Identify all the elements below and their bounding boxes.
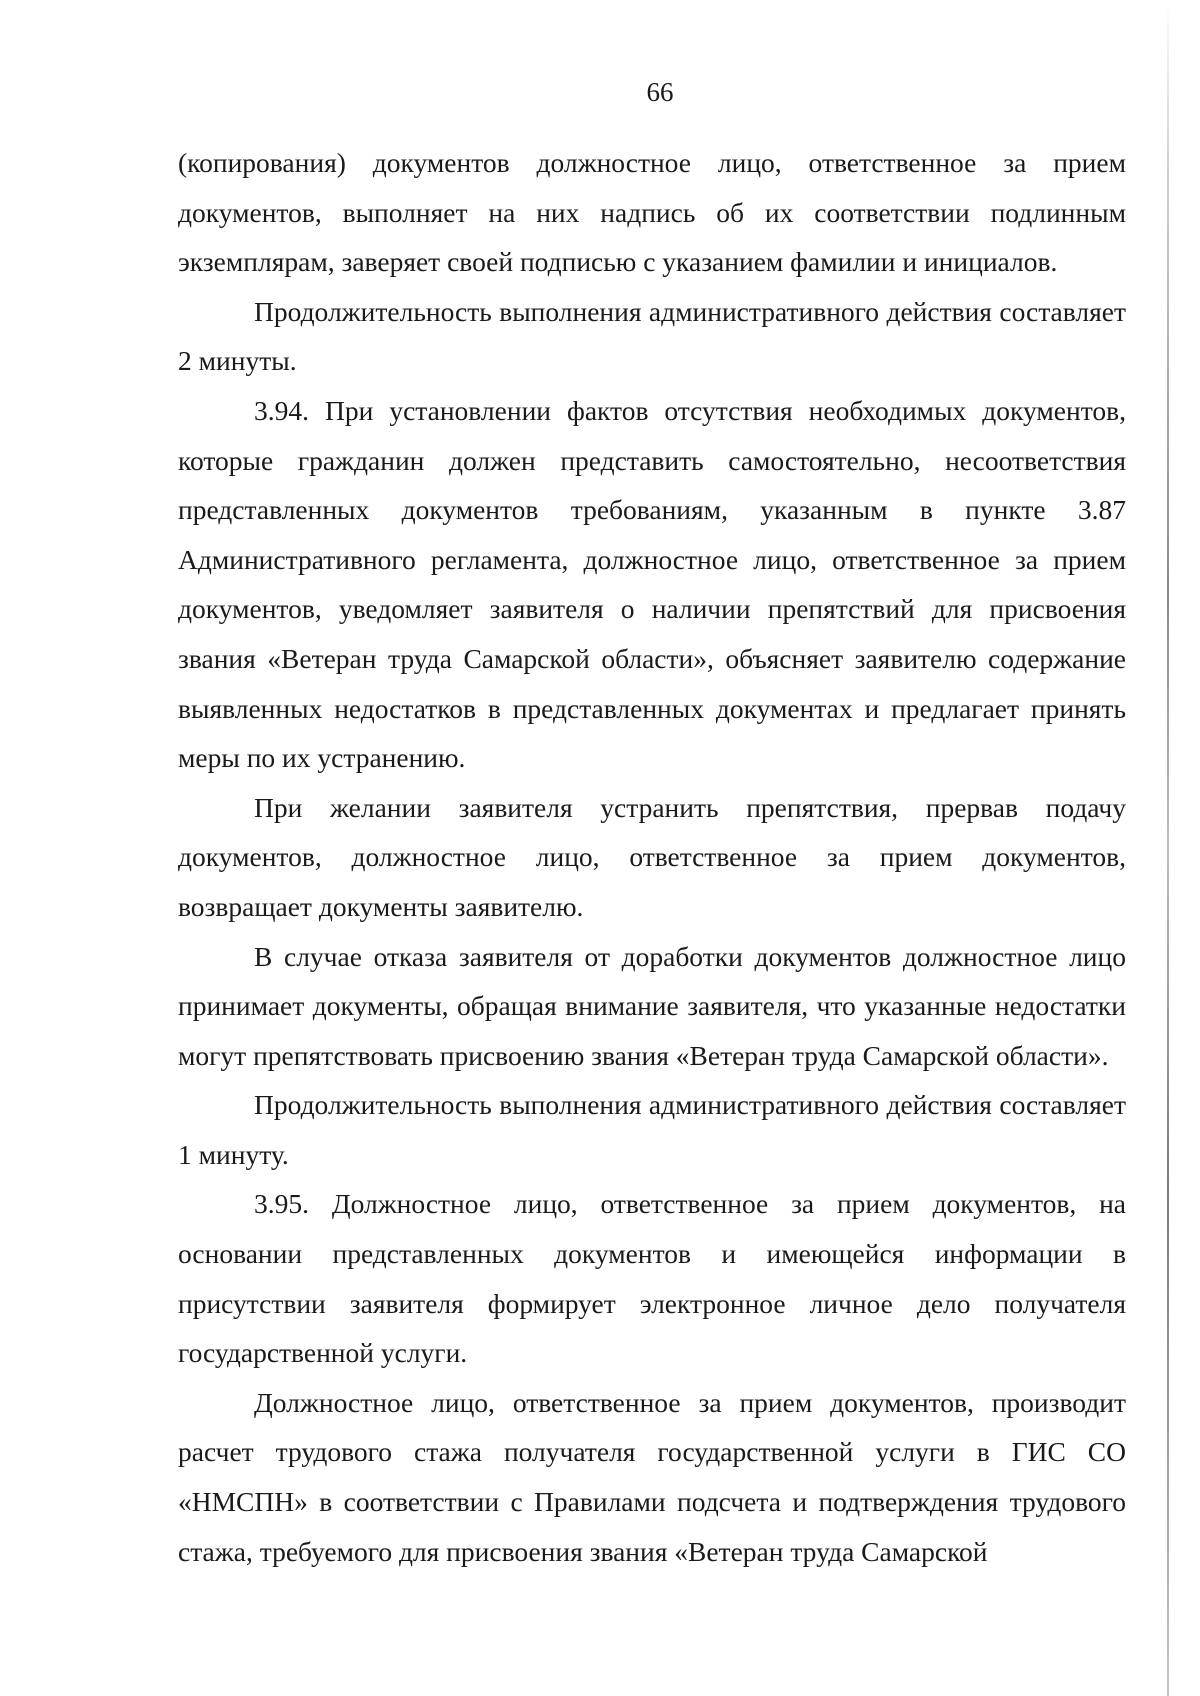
paragraph-seniority-calculation: Должностное лицо, ответственное за прием документов, производит расчет трудового стажа получателя государственной услуги в ГИС СО «НМСПН» в соответствии с Правилами подсчета и подтверждения трудового стажа, требуемого для присвоения звания «Ветеран труда Самарской xyxy=(178,1386,1126,1567)
paragraph-duration-1-minute: Продолжительность выполнения административного действия составляет 1 минуту. xyxy=(178,1089,1126,1170)
paragraph-refusal-case: В случае отказа заявителя от доработки документов должностное лицо принимает документы, обращая внимание заявителя, что указанные недостатки могут препятствовать присвоению звания «Ветеран труда Самарской области». xyxy=(178,940,1126,1071)
paragraph-return-documents: При желании заявителя устранить препятствия, прервав подачу документов, должностное лицо, ответственное за прием документов, возвращает документы заявителю. xyxy=(178,791,1126,922)
paragraph-3-95: 3.95. Должностное лицо, ответственное за прием документов, на основании представленных документов и имеющейся информации в присутствии заявителя формирует электронное личное дело получателя государственной услуги. xyxy=(178,1188,1126,1369)
paragraph-duration-2-minutes: Продолжительность выполнения административного действия составляет 2 минуты. xyxy=(178,295,1126,377)
page-number: 66 xyxy=(646,77,674,107)
scan-page-edge xyxy=(1167,0,1169,1696)
document-body xyxy=(178,138,1126,1576)
paragraph-3-94: 3.94. При установлении фактов отсутствия необходимых документов, которые гражданин должен представить самостоятельно, несоответствия представленных документов требованиям, указанным в пункте 3.87 Административного регламента, должностное лицо, ответственное за прием документов, уведомляет заявителя о наличии препятствий для присвоения звания «Ветеран труда Самарской области», объясняет заявителю содержание выявленных недостатков в представленных документах и предлагает принять меры по их устранению. xyxy=(178,394,1126,774)
paragraph-copy-certification: (копирования) документов должностное лицо, ответственное за прием документов, выполняет на них надпись об их соответствии подлинным экземплярам, заверяет своей подписью с указанием фамилии и инициалов. xyxy=(178,147,1126,278)
